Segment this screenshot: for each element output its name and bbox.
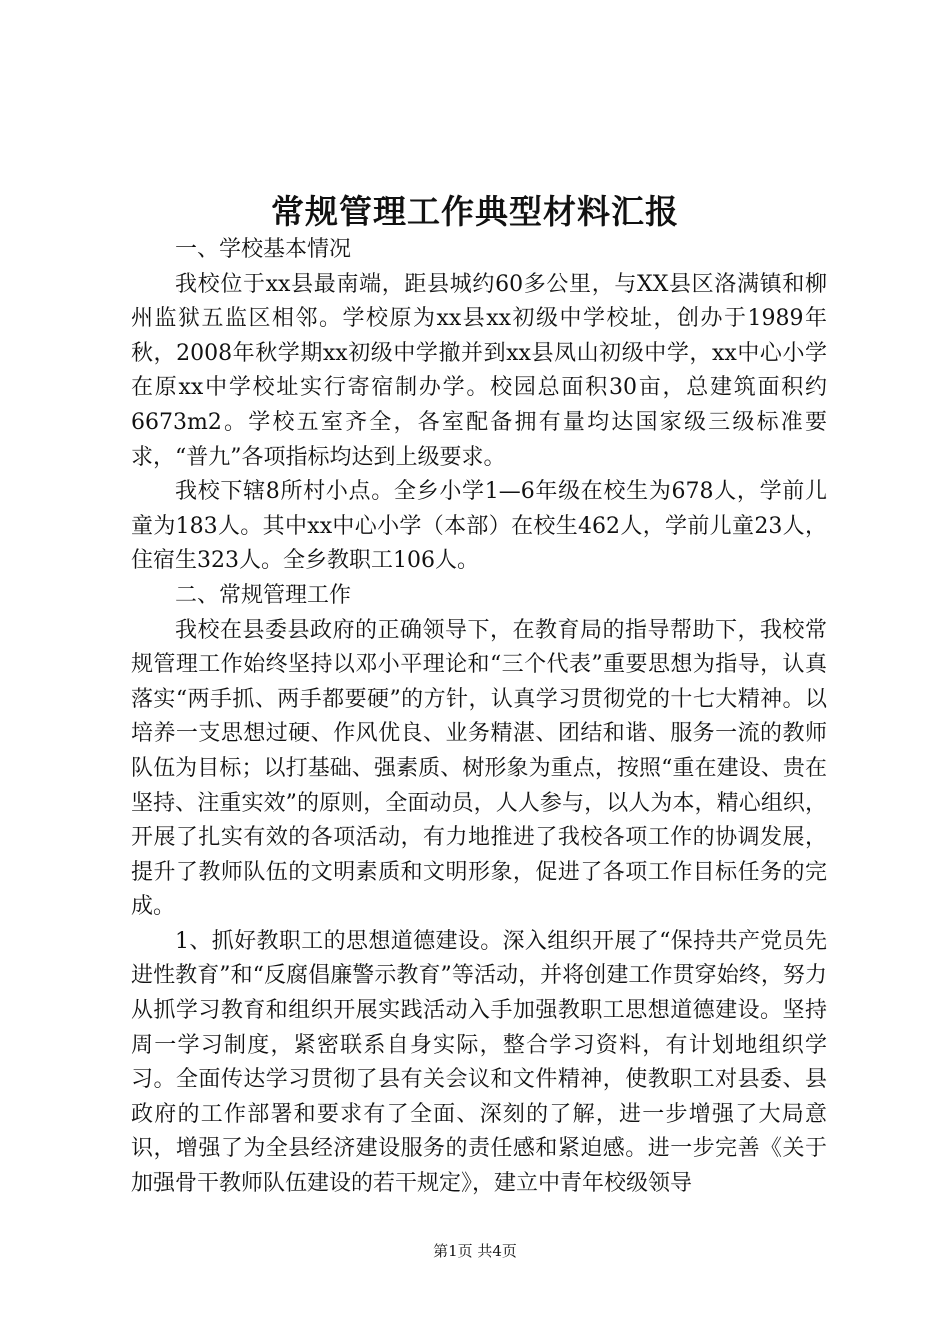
section-heading-basic-info: 一、学校基本情况 xyxy=(175,237,352,262)
document-title: 常规管理工作典型材料汇报 xyxy=(271,192,679,231)
paragraph-management-overview: 我校在县委县政府的正确领导下，在教育局的指导帮助下，我校常规管理工作始终坚持以邓小平理论和“三个代表”重要思想为指导，认真落实“两手抓、两手都要硬”的方针，认真学习贯彻党的十七大精神。以培养一支思想过硬、作风优良、业务精湛、团结和谐、服务一流的教师队伍为目标；以打基础、强素质、树形象为重点，按照“重在建设、贵在坚持、注重实效”的原则，全面动员，人人参与，以人为本，精心组织，开展了扎实有效的各项活动，有力地推进了我校各项工作的协调发展，提升了教师队伍的文明素质和文明形象，促进了各项工作目标任务的完成。 xyxy=(131,617,827,920)
document-body xyxy=(131,233,827,1202)
paragraph-school-location: 我校位于xx县最南端，距县城约60多公里，与XX县区洛满镇和柳州监狱五监区相邻。学校原为xx县xx初级中学校址，创办于1989年秋，2008年秋学期xx初级中学撤并到xx县凤山初级中学，xx中心小学在原xx中学校址实行寄宿制办学。校园总面积30亩，总建筑面积约6673m2。学校五室齐全，各室配备拥有量均达国家级三级标准要求，“普九”各项指标均达到上级要求。 xyxy=(131,271,827,470)
page-footer: 第1页 共4页 xyxy=(433,1242,517,1260)
paragraph-school-enrollment: 我校下辖8所村小点。全乡小学1—6年级在校生为678人，学前儿童为183人。其中xx中心小学（本部）在校生462人，学前儿童23人，住宿生323人。全乡教职工106人。 xyxy=(131,479,827,574)
section-heading-routine-management: 二、常规管理工作 xyxy=(175,582,352,608)
paragraph-moral-construction: 1、抓好教职工的思想道德建设。深入组织开展了“保持共产党员先进性教育”和“反腐倡廉警示教育”等活动，并将创建工作贯穿始终，努力从抓学习教育和组织开展实践活动入手加强教职工思想道德建设。坚持周一学习制度，紧密联系自身实际，整合学习资料，有计划地组织学习。全面传达学习贯彻了县有关会议和文件精神，使教职工对县委、县政府的工作部署和要求有了全面、深刻的了解，进一步增强了大局意识，增强了为全县经济建设服务的责任感和紧迫感。进一步完善《关于加强骨干教师队伍建设的若干规定》，建立中青年校级领导 xyxy=(131,928,827,1197)
